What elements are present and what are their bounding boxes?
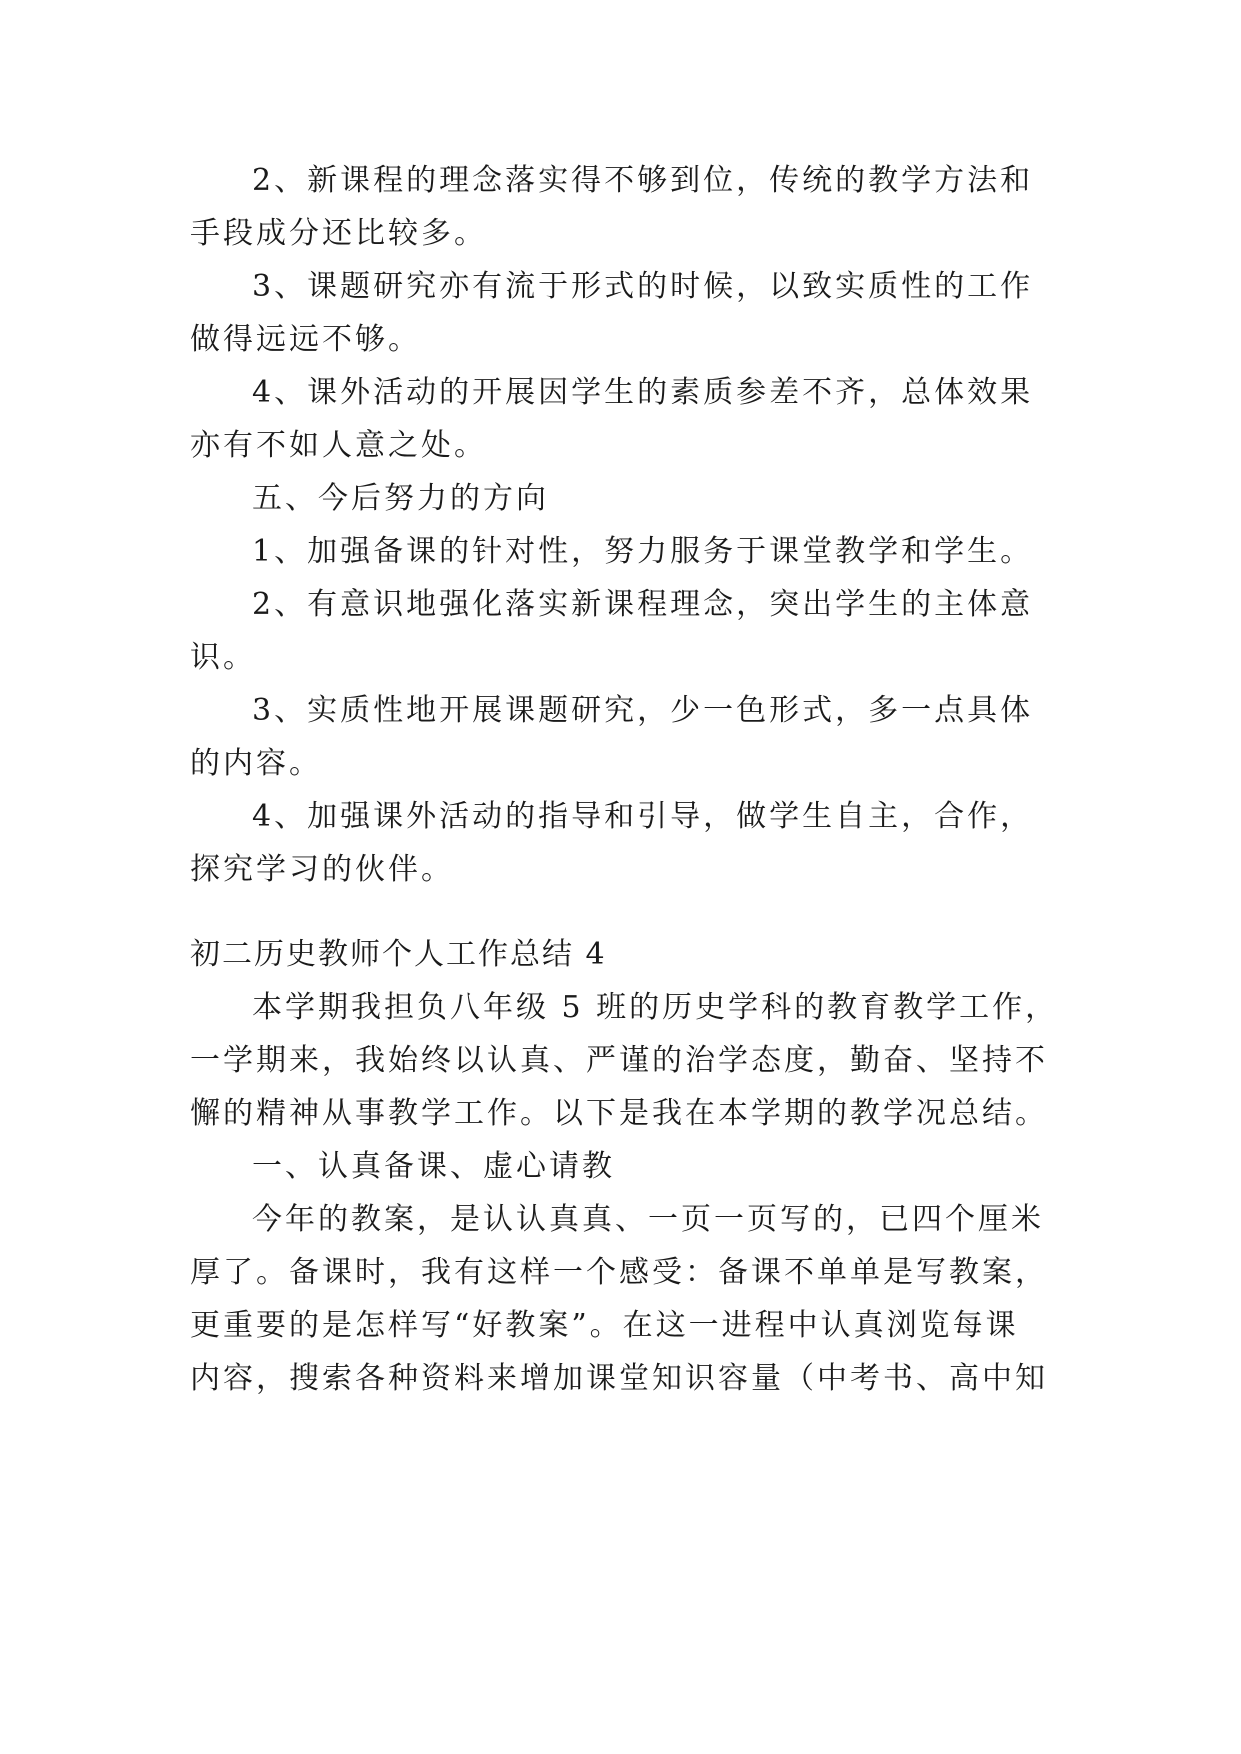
intro-line-1: 本学期我担负八年级 5 班的历史学科的教育教学工作， bbox=[252, 990, 1059, 1025]
section-a-para-line-3: 更重要的是怎样写“好教案”。在这一进程中认真浏览每课 bbox=[190, 1308, 1019, 1343]
direction-3-line-1: 3、实质性地开展课题研究，少一色形式，多一点具体 bbox=[252, 693, 1034, 728]
direction-1-line-1: 1、加强备课的针对性，努力服务于课堂教学和学生。 bbox=[252, 534, 1034, 569]
item-4-line-2: 亦有不如人意之处。 bbox=[190, 428, 487, 463]
intro-line-2: 一学期来，我始终以认真、严谨的治学态度，勤奋、坚持不 bbox=[190, 1043, 1048, 1078]
intro-line-3: 懈的精神从事教学工作。以下是我在本学期的教学况总结。 bbox=[190, 1096, 1048, 1131]
direction-2-line-1: 2、有意识地强化落实新课程理念，突出学生的主体意 bbox=[252, 587, 1034, 622]
item-3-line-2: 做得远远不够。 bbox=[190, 322, 421, 357]
direction-4-line-2: 探究学习的伙伴。 bbox=[190, 852, 454, 887]
item-2-line-1: 2、新课程的理念落实得不够到位，传统的教学方法和 bbox=[252, 163, 1034, 198]
section-a-para-line-2: 厚了。备课时，我有这样一个感受：备课不单单是写教案， bbox=[190, 1255, 1048, 1290]
section-a-para-line-1: 今年的教案，是认认真真、一页一页写的，已四个厘米 bbox=[252, 1202, 1044, 1237]
section-five-heading: 五、今后努力的方向 bbox=[252, 481, 549, 516]
section-a-heading: 一、认真备课、虚心请教 bbox=[252, 1149, 615, 1184]
article-title: 初二历史教师个人工作总结 4 bbox=[190, 937, 607, 972]
item-3-line-1: 3、课题研究亦有流于形式的时候，以致实质性的工作 bbox=[252, 269, 1034, 304]
direction-4-line-1: 4、加强课外活动的指导和引导，做学生自主，合作， bbox=[252, 799, 1034, 834]
direction-3-line-2: 的内容。 bbox=[190, 746, 322, 781]
item-2-line-2: 手段成分还比较多。 bbox=[190, 216, 487, 251]
section-a-para-line-4: 内容，搜索各种资料来增加课堂知识容量（中考书、高中知 bbox=[190, 1361, 1048, 1396]
direction-2-line-2: 识。 bbox=[190, 640, 256, 675]
item-4-line-1: 4、课外活动的开展因学生的素质参差不齐，总体效果 bbox=[252, 375, 1034, 410]
